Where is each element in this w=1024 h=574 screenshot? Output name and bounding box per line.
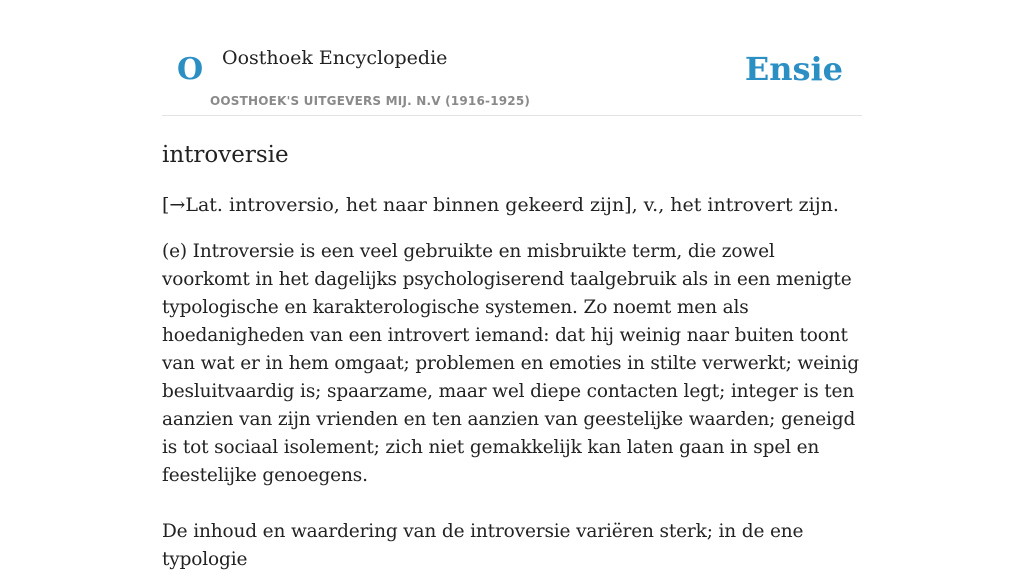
article-paragraph: (e) Introversie is een veel gebruikte en misbruikte term, die zowel voorkomt in het dagelijks psychologiserend taalgebruik als in een menigte typologische en karakterologische systemen. Zo noemt men als hoedanigheden van een introvert iemand: dat hij weinig naar buiten toont van wat er in hem omgaat; problemen en emoties in stilte verwerkt; weinig besluitvaardig is; spaarzame, maar wel diepe contacten legt; integer is ten aanzien van zijn vrienden en ten aanzien van geestelijke waarden; geneigd is tot sociaal isolement; zich niet gemakkelijk kan laten gaan in spel en feestelijke genoegens. [162,241,859,486]
ensie-brand-link[interactable]: Ensie [744,50,843,88]
source-subtitle: OOSTHOEK'S UITGEVERS MIJ. N.V (1916-1925) [210,94,531,108]
site-header [162,0,862,116]
source-title-link[interactable]: Oosthoek Encyclopedie [222,47,448,69]
article-body [162,139,862,574]
article-paragraph: De inhoud en waardering van de introversie variëren sterk; in de ene typologie [162,521,804,570]
entry-title: introversie [162,142,289,168]
source-logo-icon[interactable]: O [177,52,204,87]
entry-definition: [→Lat. introversio, het naar binnen gekeerd zijn], v., het introvert zijn. [162,194,839,216]
